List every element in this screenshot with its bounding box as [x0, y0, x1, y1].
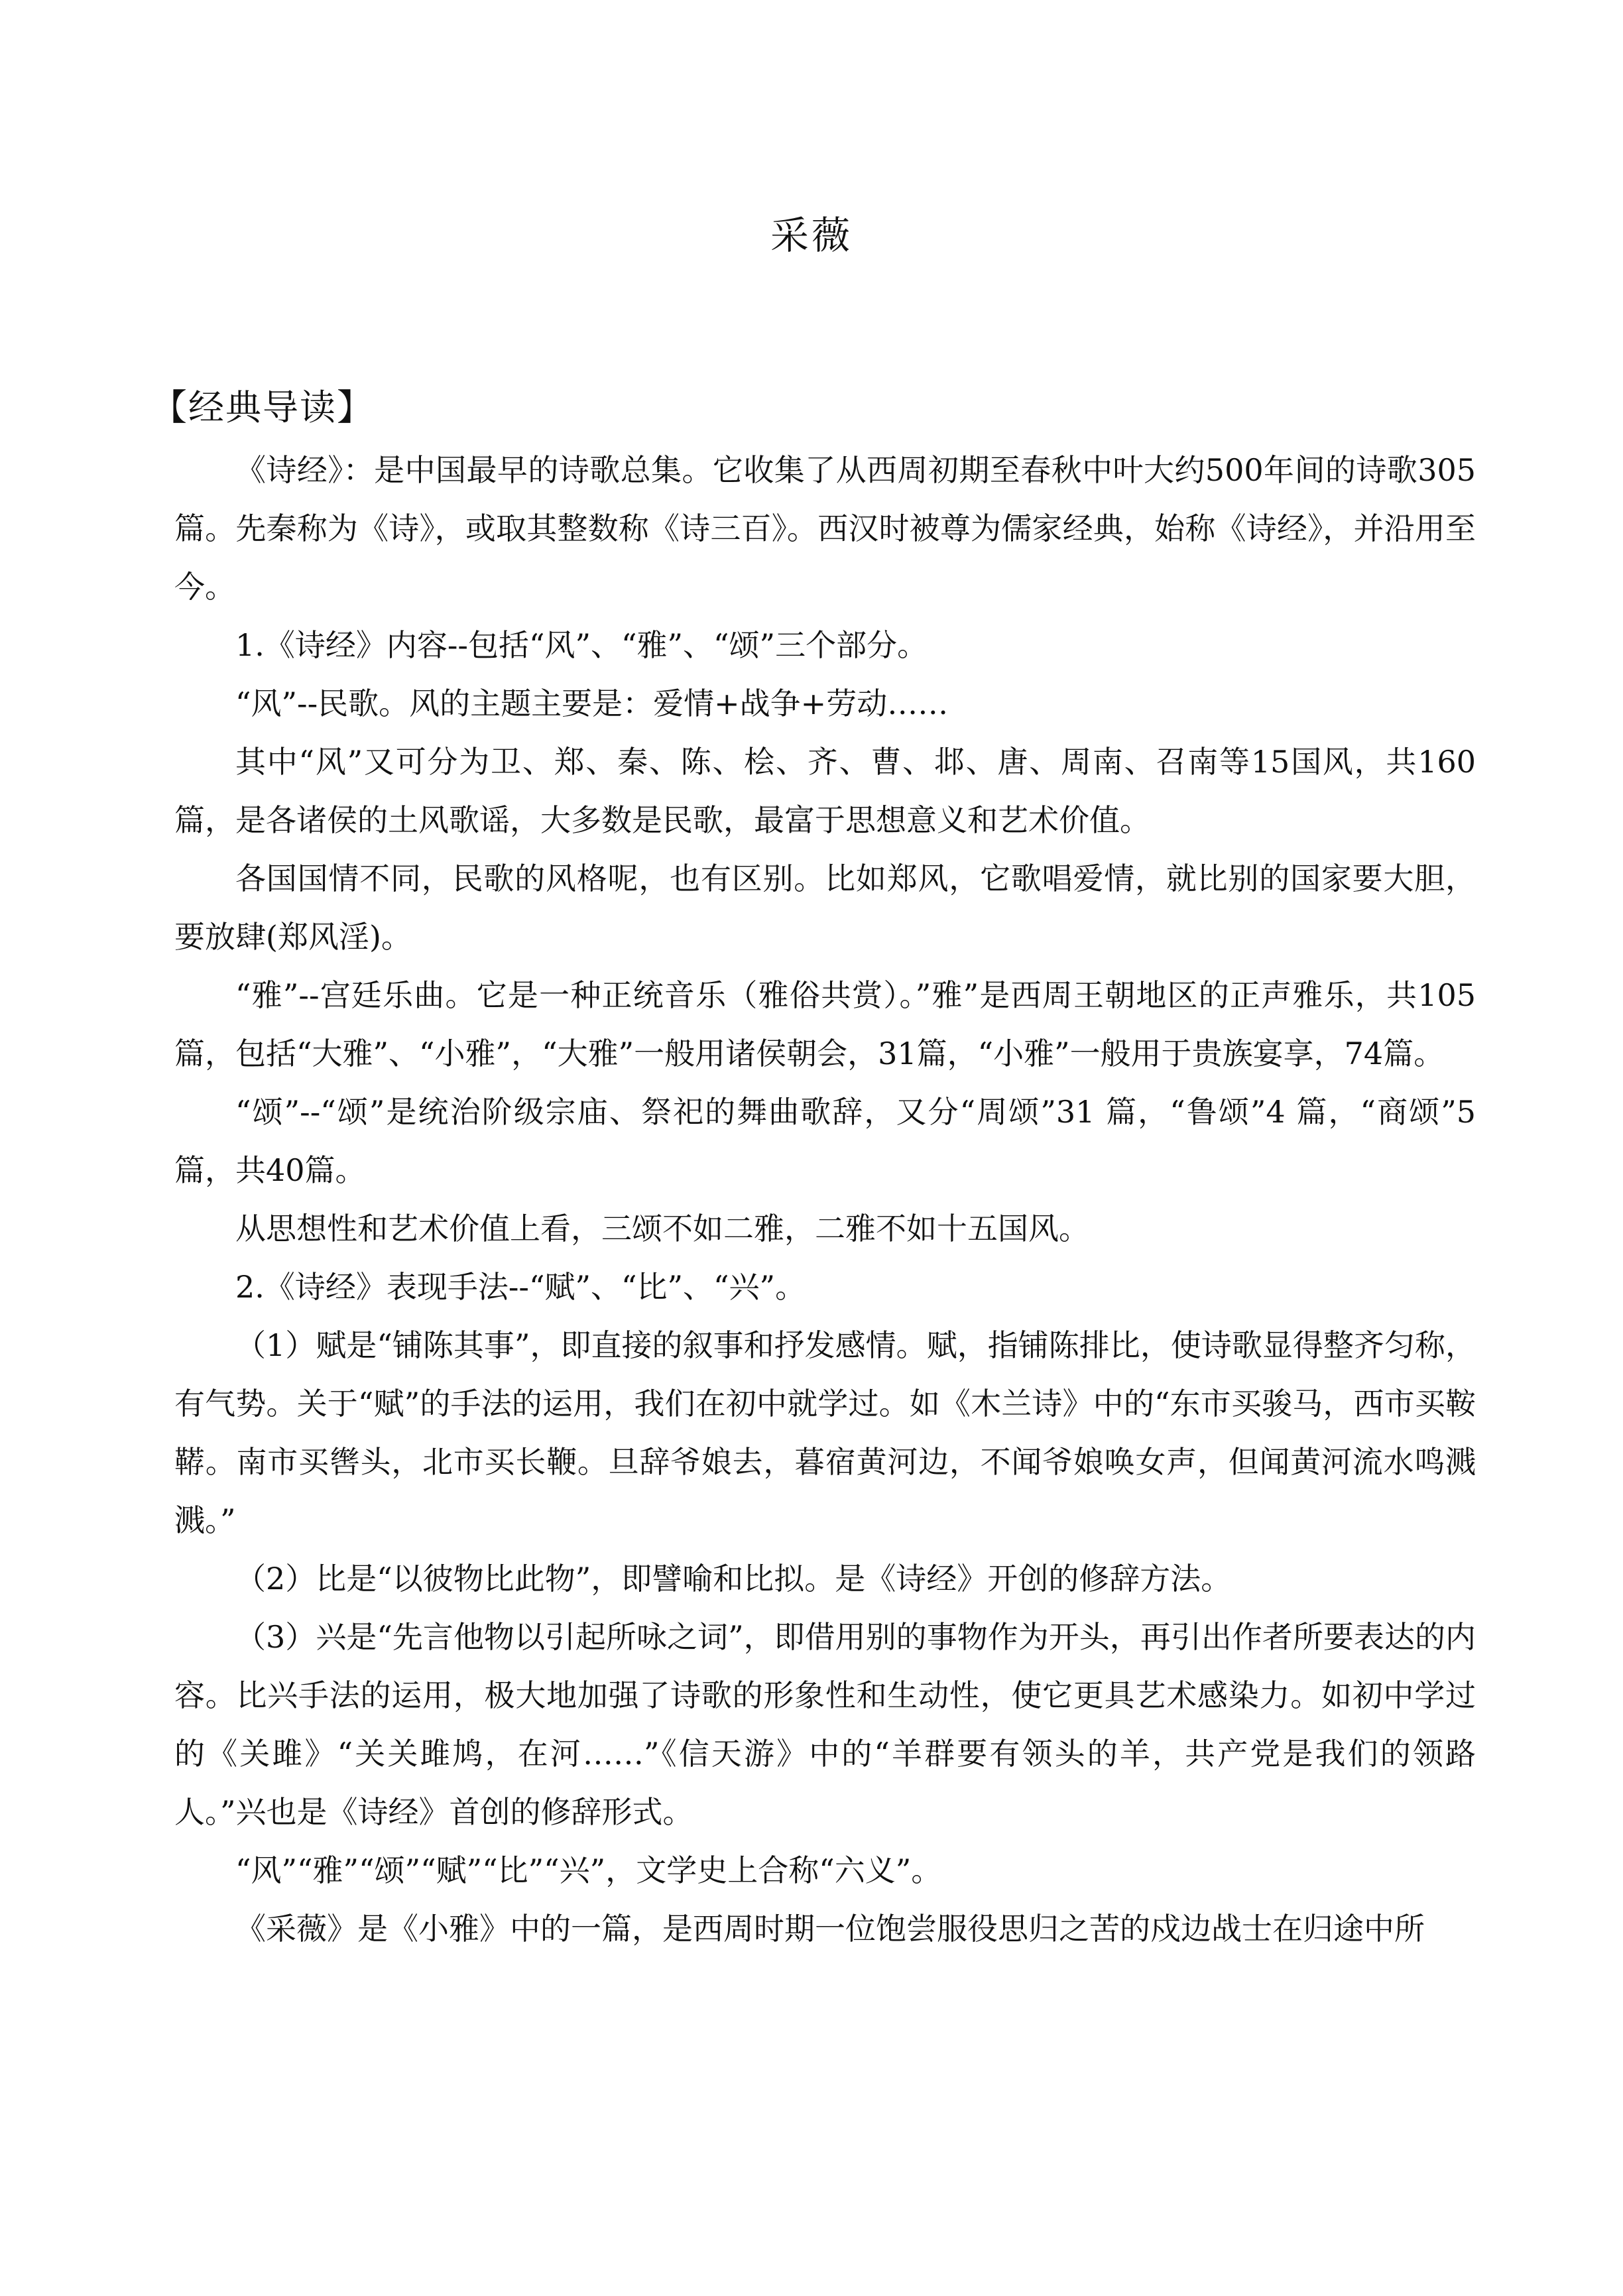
paragraph: 《诗经》：是中国最早的诗歌总集。它收集了从西周初期至春秋中叶大约500年间的诗歌305 篇。先秦称为《诗》，或取其整数称《诗三百》。西汉时被尊为儒家经典，始称《诗经》，并沿用至今。	[174, 452, 1476, 605]
page-title: 采薇	[770, 213, 853, 258]
paragraph: （3）兴是“先言他物以引起所咏之词”，即借用别的事物作为开头，再引出作者所要表达的内容。比兴手法的运用，极大地加强了诗歌的形象性和生动性，使它更具艺术感染力。如初中学过的《关雎》“关关雎鸠，在河……”《信天游》中的“羊群要有领头的羊，共产党是我们的领路人。”兴也是《诗经》首创的修辞形式。	[174, 1619, 1476, 1830]
paragraph: “雅”--宫廷乐曲。它是一种正统音乐（雅俗共赏）。”雅”是西周王朝地区的正声雅乐，共105篇，包括“大雅”、“小雅”，“大雅”一般用诸侯朝会，31篇，“小雅”一般用于贵族宴享，74篇。	[174, 977, 1476, 1071]
paragraph: 各国国情不同，民歌的风格呢，也有区别。比如郑风，它歌唱爱情，就比别的国家要大胆，要放肆(郑风淫)。	[174, 861, 1476, 955]
paragraph: （2）比是“以彼物比此物”，即譬喻和比拟。是《诗经》开创的修辞方法。	[235, 1561, 1232, 1597]
paragraph: “风”--民歌。风的主题主要是：爱情+战争+劳动……	[235, 686, 949, 721]
paragraph: 其中“风”又可分为卫、郑、秦、陈、桧、齐、曹、邶、唐、周南、召南等15国风，共160篇，是各诸侯的土风歌谣，大多数是民歌，最富于思想意义和艺术价值。	[174, 744, 1476, 838]
section-heading: 【经典导读】	[151, 387, 374, 428]
paragraph: “颂”--“颂”是统治阶级宗庙、祭祀的舞曲歌辞，又分“周颂”31 篇，“鲁颂”4 篇，“商颂”5篇，共40篇。	[174, 1094, 1476, 1188]
paragraph: （1）赋是“铺陈其事”，即直接的叙事和抒发感情。赋，指铺陈排比，使诗歌显得整齐匀称，有气势。关于“赋”的手法的运用，我们在初中就学过。如《木兰诗》中的“东市买骏马，西市买鞍鞯。南市买辔头，北市买长鞭。旦辞爷娘去，暮宿黄河边，不闻爷娘唤女声，但闻黄河流水鸣溅溅。”	[174, 1327, 1476, 1538]
paragraph: 1.《诗经》内容--包括“风”、“雅”、“颂”三个部分。	[235, 627, 928, 663]
paragraph: 《采薇》是《小雅》中的一篇，是西周时期一位饱尝服役思归之苦的戍边战士在归途中所	[235, 1911, 1425, 1947]
body-text	[174, 441, 1476, 1958]
paragraph: 2.《诗经》表现手法--“赋”、“比”、“兴”。	[235, 1269, 806, 1305]
paragraph: “风”“雅”“颂”“赋”“比”“兴”，文学史上合称“六义”。	[235, 1852, 942, 1888]
paragraph: 从思想性和艺术价值上看，三颂不如二雅，二雅不如十五国风。	[235, 1211, 1089, 1246]
